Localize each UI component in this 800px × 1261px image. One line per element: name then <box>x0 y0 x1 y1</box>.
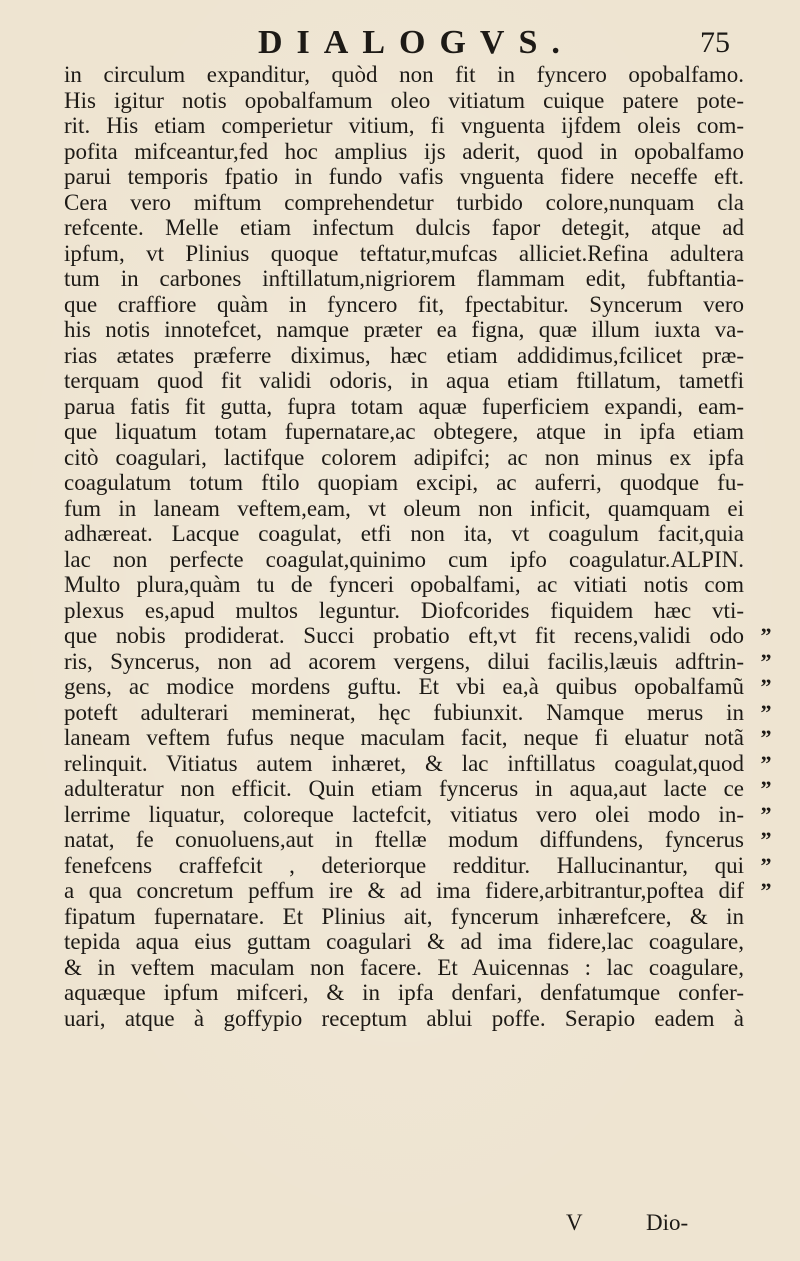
text-line: lerrime liquatur, coloreque lactefcit, vitiatus vero olei modo in- <box>64 801 744 827</box>
text-line: Cera vero miftum comprehendetur turbido colore,nunquam cla <box>64 189 744 215</box>
text-line: lac non perfecte coagulat,quinimo cum ipfo coagulatur.ALPIN. <box>64 546 744 572</box>
text-line: laneam veftem fufus neque maculam facit, neque fi eluatur notã <box>64 725 744 750</box>
text-line: fenefcens craffefcit , deteriorque redditur. Hallucinantur, qui <box>64 852 744 878</box>
quotation-mark: ” <box>760 699 772 725</box>
running-title: DIALOGVS. <box>258 24 574 61</box>
quotation-mark: ” <box>760 674 772 699</box>
quotation-mark: ” <box>760 801 772 827</box>
quotation-mark: ” <box>760 725 772 750</box>
catchword: Dio- <box>646 1210 689 1235</box>
text-line: gens, ac modice mordens guftu. Et vbi ea,à quibus opobalfamũ <box>64 674 744 699</box>
text-line: citò coagulari, lactifque colorem adipifci; ac non minus ex ipfa <box>64 444 744 470</box>
text-line: Multo plura,quàm tu de fynceri opobalfami, ac vitiati notis com <box>64 572 744 597</box>
text-line: ris, Syncerus, non ad acorem vergens, dilui facilis,læuis adftrin- <box>64 648 744 674</box>
text-line: fum in laneam veftem,eam, vt oleum non inficit, quamquam ei <box>64 495 744 521</box>
signature-mark: V <box>566 1210 583 1235</box>
text-line: tum in carbones inftillatum,nigriorem flammam edit, fubftantia- <box>64 266 744 291</box>
text-line: coagulatum totum ftilo quopiam excipi, ac auferri, quodque fu- <box>64 470 744 495</box>
quotation-mark: ” <box>760 623 772 648</box>
text-line: que nobis prodiderat. Succi probatio eft,vt fit recens,validi odo <box>64 623 744 648</box>
text-line: terquam quod fit validi odoris, in aqua etiam ftillatum, tametfi <box>64 368 744 393</box>
quotation-mark: ” <box>760 776 772 801</box>
text-line: que liquatum totam fupernatare,ac obtegere, atque in ipfa etiam <box>64 419 744 444</box>
text-line: fipatum fupernatare. Et Plinius ait, fyncerum inhærefcere, & in <box>64 903 744 929</box>
page-header <box>0 22 800 66</box>
text-line: refcente. Melle etiam infectum dulcis fapor detegit, atque ad <box>64 215 744 240</box>
text-line: que craffiore quàm in fyncero fit, fpectabitur. Syncerum vero <box>64 291 744 317</box>
text-line: rit. His etiam comperietur vitium, fi vnguenta ijfdem oleis com- <box>64 113 744 138</box>
quotation-mark: ” <box>760 827 772 852</box>
text-line: a qua concretum peffum ire & ad ima fidere,arbitrantur,poftea dif <box>64 878 744 903</box>
text-line: & in veftem maculam non facere. Et Auicennas : lac coagulare, <box>64 954 744 980</box>
text-line: rias ætates præferre diximus, hæc etiam addidimus,fcilicet præ- <box>64 342 744 368</box>
page-footer <box>0 1210 800 1240</box>
text-line: plexus es,apud multos leguntur. Diofcorides fiquidem hæc vti- <box>64 597 744 623</box>
text-line: natat, fe conuoluens,aut in ftellæ modum diffundens, fyncerus <box>64 827 744 852</box>
page-number: 75 <box>700 26 730 59</box>
text-line: parui temporis fpatio in fundo vafis vnguenta fidere neceffe eft. <box>64 164 744 189</box>
body-text <box>64 62 744 1031</box>
quotation-mark: ” <box>760 852 772 878</box>
quotation-mark: ” <box>760 648 772 674</box>
quotation-mark: ” <box>760 878 772 903</box>
quotation-mark: ” <box>760 750 772 776</box>
text-line: pofita mifceantur,fed hoc amplius ijs aderit, quod in opobalfamo <box>64 138 744 164</box>
text-line: tepida aqua eius guttam coagulari & ad ima fidere,lac coagulare, <box>64 929 744 954</box>
text-line: his notis innotefcet, namque præter ea figna, quæ illum iuxta va- <box>64 317 744 342</box>
text-line: in circulum expanditur, quòd non fit in fyncero opobalfamo. <box>64 62 744 87</box>
text-line: relinquit. Vitiatus autem inhæret, & lac inftillatus coagulat,quod <box>64 750 744 776</box>
text-line: His igitur notis opobalfamum oleo vitiatum cuique patere pote- <box>64 87 744 113</box>
text-line: adulteratur non efficit. Quin etiam fyncerus in aqua,aut lacte ce <box>64 776 744 801</box>
text-line: parua fatis fit gutta, fupra totam aquæ fuperficiem expandi, eam- <box>64 393 744 419</box>
text-line: adhæreat. Lacque coagulat, etfi non ita, vt coagulum facit,quia <box>64 521 744 546</box>
text-line: poteft adulterari meminerat, hęc fubiunxit. Namque merus in <box>64 699 744 725</box>
text-line: aquæque ipfum mifceri, & in ipfa denfari, denfatumque confer- <box>64 980 744 1005</box>
text-line: ipfum, vt Plinius quoque teftatur,mufcas alliciet.Refina adultera <box>64 240 744 266</box>
text-line: uari, atque à goffypio receptum ablui poffe. Serapio eadem à <box>64 1005 744 1031</box>
